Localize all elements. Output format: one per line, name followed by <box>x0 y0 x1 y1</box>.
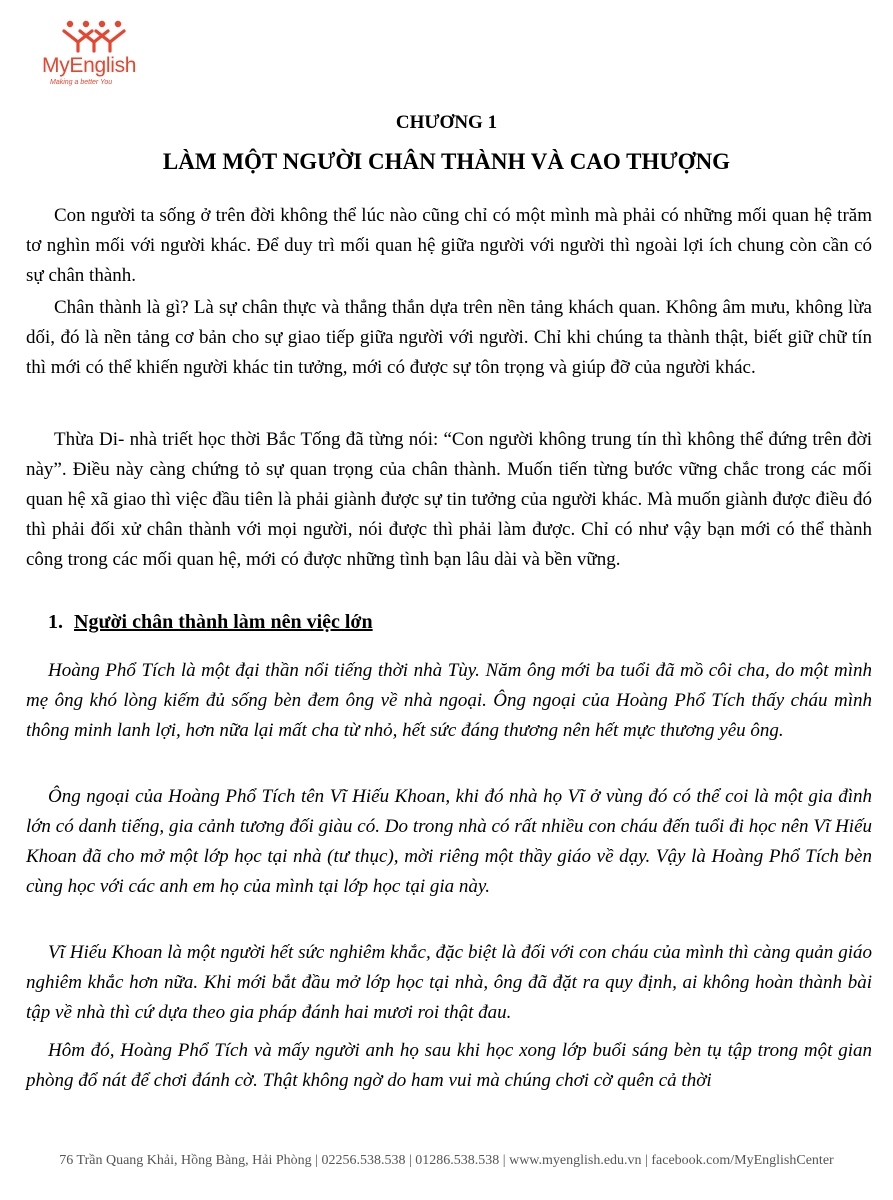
myenglish-logo <box>40 18 170 88</box>
story-paragraph-2: Ông ngoại của Hoàng Phổ Tích tên Vĩ Hiếu Khoan, khi đó nhà họ Vĩ ở vùng đó có thể coi là một gia đình lớn có danh tiếng, gia cảnh tương đối giàu có. Do trong nhà có rất nhiều con cháu đến tuổi đi học nên Vĩ Hiếu Khoan đã cho mở một lớp học tại nhà (tư thục), mời riêng một thầy giáo về dạy. Vậy là Hoàng Phổ Tích bèn cùng học với các anh em họ của mình tại lớp học tại gia này. <box>26 786 872 897</box>
section-heading-text: Người chân thành làm nên việc lớn <box>74 611 373 633</box>
chapter-title: LÀM MỘT NGƯỜI CHÂN THÀNH VÀ CAO THƯỢNG <box>162 149 731 174</box>
story-paragraph-3: Vĩ Hiếu Khoan là một người hết sức nghiêm khắc, đặc biệt là đối với con cháu của mình thì càng quản giáo nghiêm khắc hơn nữa. Khi mới bắt đầu mở lớp học tại nhà, ông đã đặt ra quy định, ai không hoàn thành bài tập về nhà thì cứ dựa theo gia pháp đánh hai mươi roi thật đau. <box>26 942 872 1023</box>
page-footer: 76 Trần Quang Khải, Hồng Bàng, Hải Phòng | 02256.538.538 | 01286.538.538 | www.myenglish.edu.vn | facebook.com/MyEnglishCenter <box>59 1153 834 1168</box>
people-icon <box>62 18 126 54</box>
logo-tagline: Making a better You <box>50 79 113 86</box>
intro-paragraph-2: Chân thành là gì? Là sự chân thực và thẳng thắn dựa trên nền tảng khách quan. Không âm mưu, không lừa dối, đó là nền tảng cơ bản cho sự giao tiếp giữa người với người. Chỉ khi chúng ta thành thật, biết giữ chữ tín thì mới có thể khiến người khác tin tưởng, mới có được sự tôn trọng và giúp đỡ của người khác. <box>26 297 872 378</box>
intro-paragraph-3: Thừa Di- nhà triết học thời Bắc Tống đã từng nói: “Con người không trung tín thì không thể đứng trên đời này”. Điều này càng chứng tỏ sự quan trọng của chân thành. Muốn tiến từng bước vững chắc trong các mối quan hệ xã giao thì việc đầu tiên là phải giành được sự tin tưởng của người khác. Mà muốn giành được điều đó thì phải đối xử chân thành với mọi người, nói được thì phải làm được. Chỉ có như vậy bạn mới có thể thành công trong các mối quan hệ, mới có được những tình bạn lâu dài và bền vững. <box>26 429 872 570</box>
logo-name: MyEnglish <box>42 54 137 77</box>
story-paragraph-1: Hoàng Phổ Tích là một đại thần nổi tiếng thời nhà Tùy. Năm ông mới ba tuổi đã mồ côi cha, do một mình mẹ ông khó lòng kiếm đủ sống bèn đem ông về nhà ngoại. Ông ngoại của Hoàng Phổ Tích thấy cháu mình thông minh lanh lợi, hơn nữa lại mất cha từ nhỏ, hết sức đáng thương nên hết mực thương yêu ông. <box>26 660 872 741</box>
story-paragraph-4: Hôm đó, Hoàng Phổ Tích và mấy người anh họ sau khi học xong lớp buổi sáng bèn tụ tập trong một gian phòng đổ nát để chơi đánh cờ. Thật không ngờ do ham vui mà chúng chơi cờ quên cả thời <box>26 1040 872 1091</box>
section-heading <box>48 611 373 634</box>
intro-paragraph-1: Con người ta sống ở trên đời không thể lúc nào cũng chỉ có một mình mà phải có những mối quan hệ trăm tơ nghìn mối với người khác. Để duy trì mối quan hệ giữa người với người thì ngoài lợi ích chung còn cần có sự chân thành. <box>26 205 872 286</box>
chapter-label: CHƯƠNG 1 <box>395 112 498 133</box>
section-number: 1. <box>48 611 63 633</box>
